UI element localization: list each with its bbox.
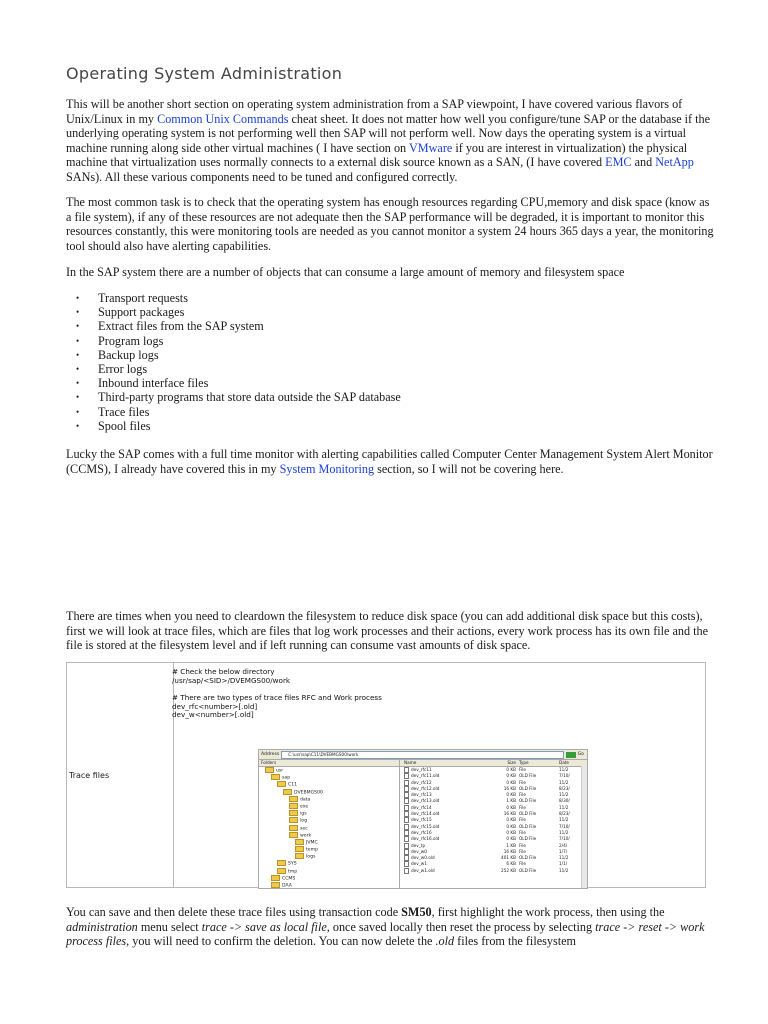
folder-icon	[289, 817, 298, 823]
code-line: /usr/sap/<SID>/DVEMGS00/work	[172, 675, 291, 685]
netapp-link[interactable]: NetApp	[655, 155, 694, 170]
file-row[interactable]: dev_rfc15.old 0 KB OLD File 7/10/	[400, 824, 587, 830]
table-label-trace-files: Trace files	[67, 663, 174, 888]
list-item: • Error logs	[98, 362, 401, 376]
ccms-paragraph: Lucky the SAP comes with a full time monitor with alerting capabilities called Computer Center Management System Alert Monitor (CCMS), I already have covered this in my System Monitoring section, so I will not be covering here.	[66, 447, 713, 476]
common-unix-commands-link[interactable]: Common Unix Commands	[157, 111, 289, 126]
file-icon	[404, 767, 409, 773]
files-pane	[400, 760, 587, 888]
folder-tree-item[interactable]: usr	[259, 767, 399, 774]
file-icon	[404, 868, 409, 874]
folder-icon	[289, 803, 298, 809]
folder-tree-item[interactable]: sec	[259, 825, 399, 832]
file-row[interactable]: dev_rfc16 0 KB File 11/2	[400, 830, 587, 836]
file-icon	[404, 843, 409, 849]
folder-icon	[271, 774, 280, 780]
file-row[interactable]: dev_w0.old 401 KB OLD File 11/2	[400, 855, 587, 861]
file-icon	[404, 780, 409, 786]
list-item: • Backup logs	[98, 348, 401, 362]
code-line: # Check the below directory	[172, 667, 275, 676]
code-line: dev_rfc<number>[.old]	[172, 701, 258, 711]
address-bar	[259, 750, 587, 760]
folder-icon	[289, 825, 298, 831]
file-icon	[404, 773, 409, 779]
folder-tree-item[interactable]: data	[259, 796, 399, 803]
file-row[interactable]: dev_rfc12.old 16 KB OLD File 8/23/	[400, 786, 587, 792]
go-arrow-icon	[566, 752, 576, 758]
folder-tree-item[interactable]: logs	[259, 853, 399, 860]
list-item: • Program logs	[98, 334, 401, 348]
folder-icon	[271, 875, 280, 881]
folder-tree-item[interactable]: sap	[259, 774, 399, 781]
file-icon	[404, 836, 409, 842]
file-row[interactable]: dev_rfc11 0 KB File 11/2	[400, 767, 587, 773]
files-header: Name Size Type Date	[400, 760, 587, 767]
list-item: • Support packages	[98, 305, 401, 319]
list-item: • Trace files	[98, 405, 401, 419]
folder-tree-item[interactable]: CCMS	[259, 875, 399, 882]
folders-pane	[259, 760, 400, 888]
folder-icon	[277, 781, 286, 787]
vmware-link[interactable]: VMware	[408, 140, 453, 155]
folder-tree-item[interactable]: work	[259, 832, 399, 839]
objects-list	[66, 291, 401, 433]
go-label: Go	[577, 752, 584, 757]
file-row[interactable]: dev_w1 6 KB File 1/1/	[400, 861, 587, 867]
code-snippet	[172, 668, 382, 720]
objects-intro-paragraph: In the SAP system there are a number of objects that can consume a large amount of memory and filesystem space	[66, 265, 625, 279]
files-scrollbar	[581, 766, 587, 888]
file-row[interactable]: dev_rfc13.old 1 KB OLD File 8/30/	[400, 798, 587, 804]
list-item: • Inbound interface files	[98, 376, 401, 390]
sm50-paragraph: You can save and then delete these trace files using transaction code SM50, first highlight the work process, then using the administration menu select trace -> save as local file, once saved locally then reset the process by selecting trace -> reset -> work process files, you will need to confirm the deletion. You can now delete the .old files from the filesystem	[66, 905, 705, 949]
folder-icon	[289, 796, 298, 802]
file-icon	[404, 855, 409, 861]
file-icon	[404, 824, 409, 830]
system-monitoring-link[interactable]: System Monitoring	[279, 461, 375, 476]
folder-icon	[295, 846, 304, 852]
file-icon	[404, 792, 409, 798]
folder-tree-item[interactable]: DVEBMGS00	[259, 789, 399, 796]
folder-tree-item[interactable]: exe	[259, 803, 399, 810]
file-row[interactable]: dev_rfc14.old 16 KB OLD File 8/23/	[400, 811, 587, 817]
file-list	[400, 767, 587, 874]
file-row[interactable]: dev_tp 1 KB File 2/4/	[400, 843, 587, 849]
address-label: Address	[261, 752, 280, 757]
trace-files-paragraph: There are times when you need to cleardown the filesystem to reduce disk space (you can add additional disk space but this costs), first we will look at trace files, which are files that log work processes and their actions, every work process has its own file and the file is stored at the filesystem level and if left running can consume vast amounts of disk space.	[66, 609, 709, 653]
address-input: C:\usr\sap\C11\DVEBMGS00\work	[281, 751, 563, 759]
file-row[interactable]: dev_rfc15 0 KB File 11/2	[400, 817, 587, 823]
page-title: Operating System Administration	[66, 64, 343, 83]
file-icon	[404, 811, 409, 817]
folders-header: Folders	[259, 760, 399, 767]
list-item: • Third-party programs that store data outside the SAP database	[98, 390, 401, 404]
folder-tree-item[interactable]: DAA	[259, 882, 399, 889]
file-row[interactable]: dev_rfc11.old 0 KB OLD File 7/10/	[400, 773, 587, 779]
folder-icon	[283, 789, 292, 795]
file-icon	[404, 798, 409, 804]
folder-tree-item[interactable]: JVMC	[259, 839, 399, 846]
file-icon	[404, 817, 409, 823]
folder-tree-item[interactable]: C11	[259, 781, 399, 788]
resources-paragraph: The most common task is to check that the operating system has enough resources regarding CPU,memory and disk space (know as a file system), if any of these resources are not adequate then the SAP performance will be degraded, it is important to monitor this resources constantly, this were monitoring tools are needed as you cannot monitor a system 24 hours 365 days a year, the monitoring tool should also have alerting capabilities.	[66, 195, 714, 253]
folder-icon	[277, 868, 286, 874]
file-icon	[404, 830, 409, 836]
windows-explorer-screenshot	[258, 749, 588, 889]
list-item: • Transport requests	[98, 291, 401, 305]
folder-tree	[259, 767, 399, 889]
folder-tree-item[interactable]: log	[259, 817, 399, 824]
folder-icon	[289, 810, 298, 816]
folder-tree-item[interactable]: temp	[259, 846, 399, 853]
list-item: • Extract files from the SAP system	[98, 319, 401, 333]
folder-icon	[271, 882, 280, 888]
folder-icon	[289, 832, 298, 838]
file-row[interactable]: dev_rfc12 0 KB File 11/2	[400, 780, 587, 786]
code-line: # There are two types of trace files RFC and Work process	[172, 693, 382, 703]
folder-tree-item[interactable]: tmp	[259, 868, 399, 875]
folder-tree-item[interactable]: SYS	[259, 860, 399, 867]
folder-icon	[295, 853, 304, 859]
file-row[interactable]: dev_rfc14 0 KB File 11/2	[400, 805, 587, 811]
folder-tree-item[interactable]: igs	[259, 810, 399, 817]
file-row[interactable]: dev_rfc16.old 0 KB OLD File 7/10/	[400, 836, 587, 842]
folder-icon	[277, 860, 286, 866]
intro-paragraph: This will be another short section on operating system administration from a SAP viewpoint, I have covered various flavors of Unix/Linux in my Common Unix Commands cheat sheet. It does not matter how well you configure/tune SAP or the database if the underlying operating system is not performing well then SAP will not perform well. Now days the operating system is a virtual machine running along side other virtual machines ( I have section on VMware if you are interest in virtualization) the physical machine that virtualization uses normally connects to a external disk source known as a SAN, (I have covered EMC and NetApp SANs). All these various components need to be tuned and configured correctly.	[66, 97, 711, 184]
code-line: dev_w<number>[.old]	[172, 710, 254, 720]
file-icon	[404, 805, 409, 811]
file-icon	[404, 786, 409, 792]
file-row[interactable]: dev_rfc13 0 KB File 11/2	[400, 792, 587, 798]
folder-icon	[265, 767, 274, 773]
folder-icon	[295, 839, 304, 845]
emc-link[interactable]: EMC	[605, 155, 632, 170]
file-row[interactable]: dev_w1.old 252 KB OLD File 11/2	[400, 868, 587, 874]
list-item: • Spool files	[98, 419, 401, 433]
file-icon	[404, 849, 409, 855]
file-icon	[404, 861, 409, 867]
file-row[interactable]: dev_w0 16 KB File 1/7/	[400, 849, 587, 855]
